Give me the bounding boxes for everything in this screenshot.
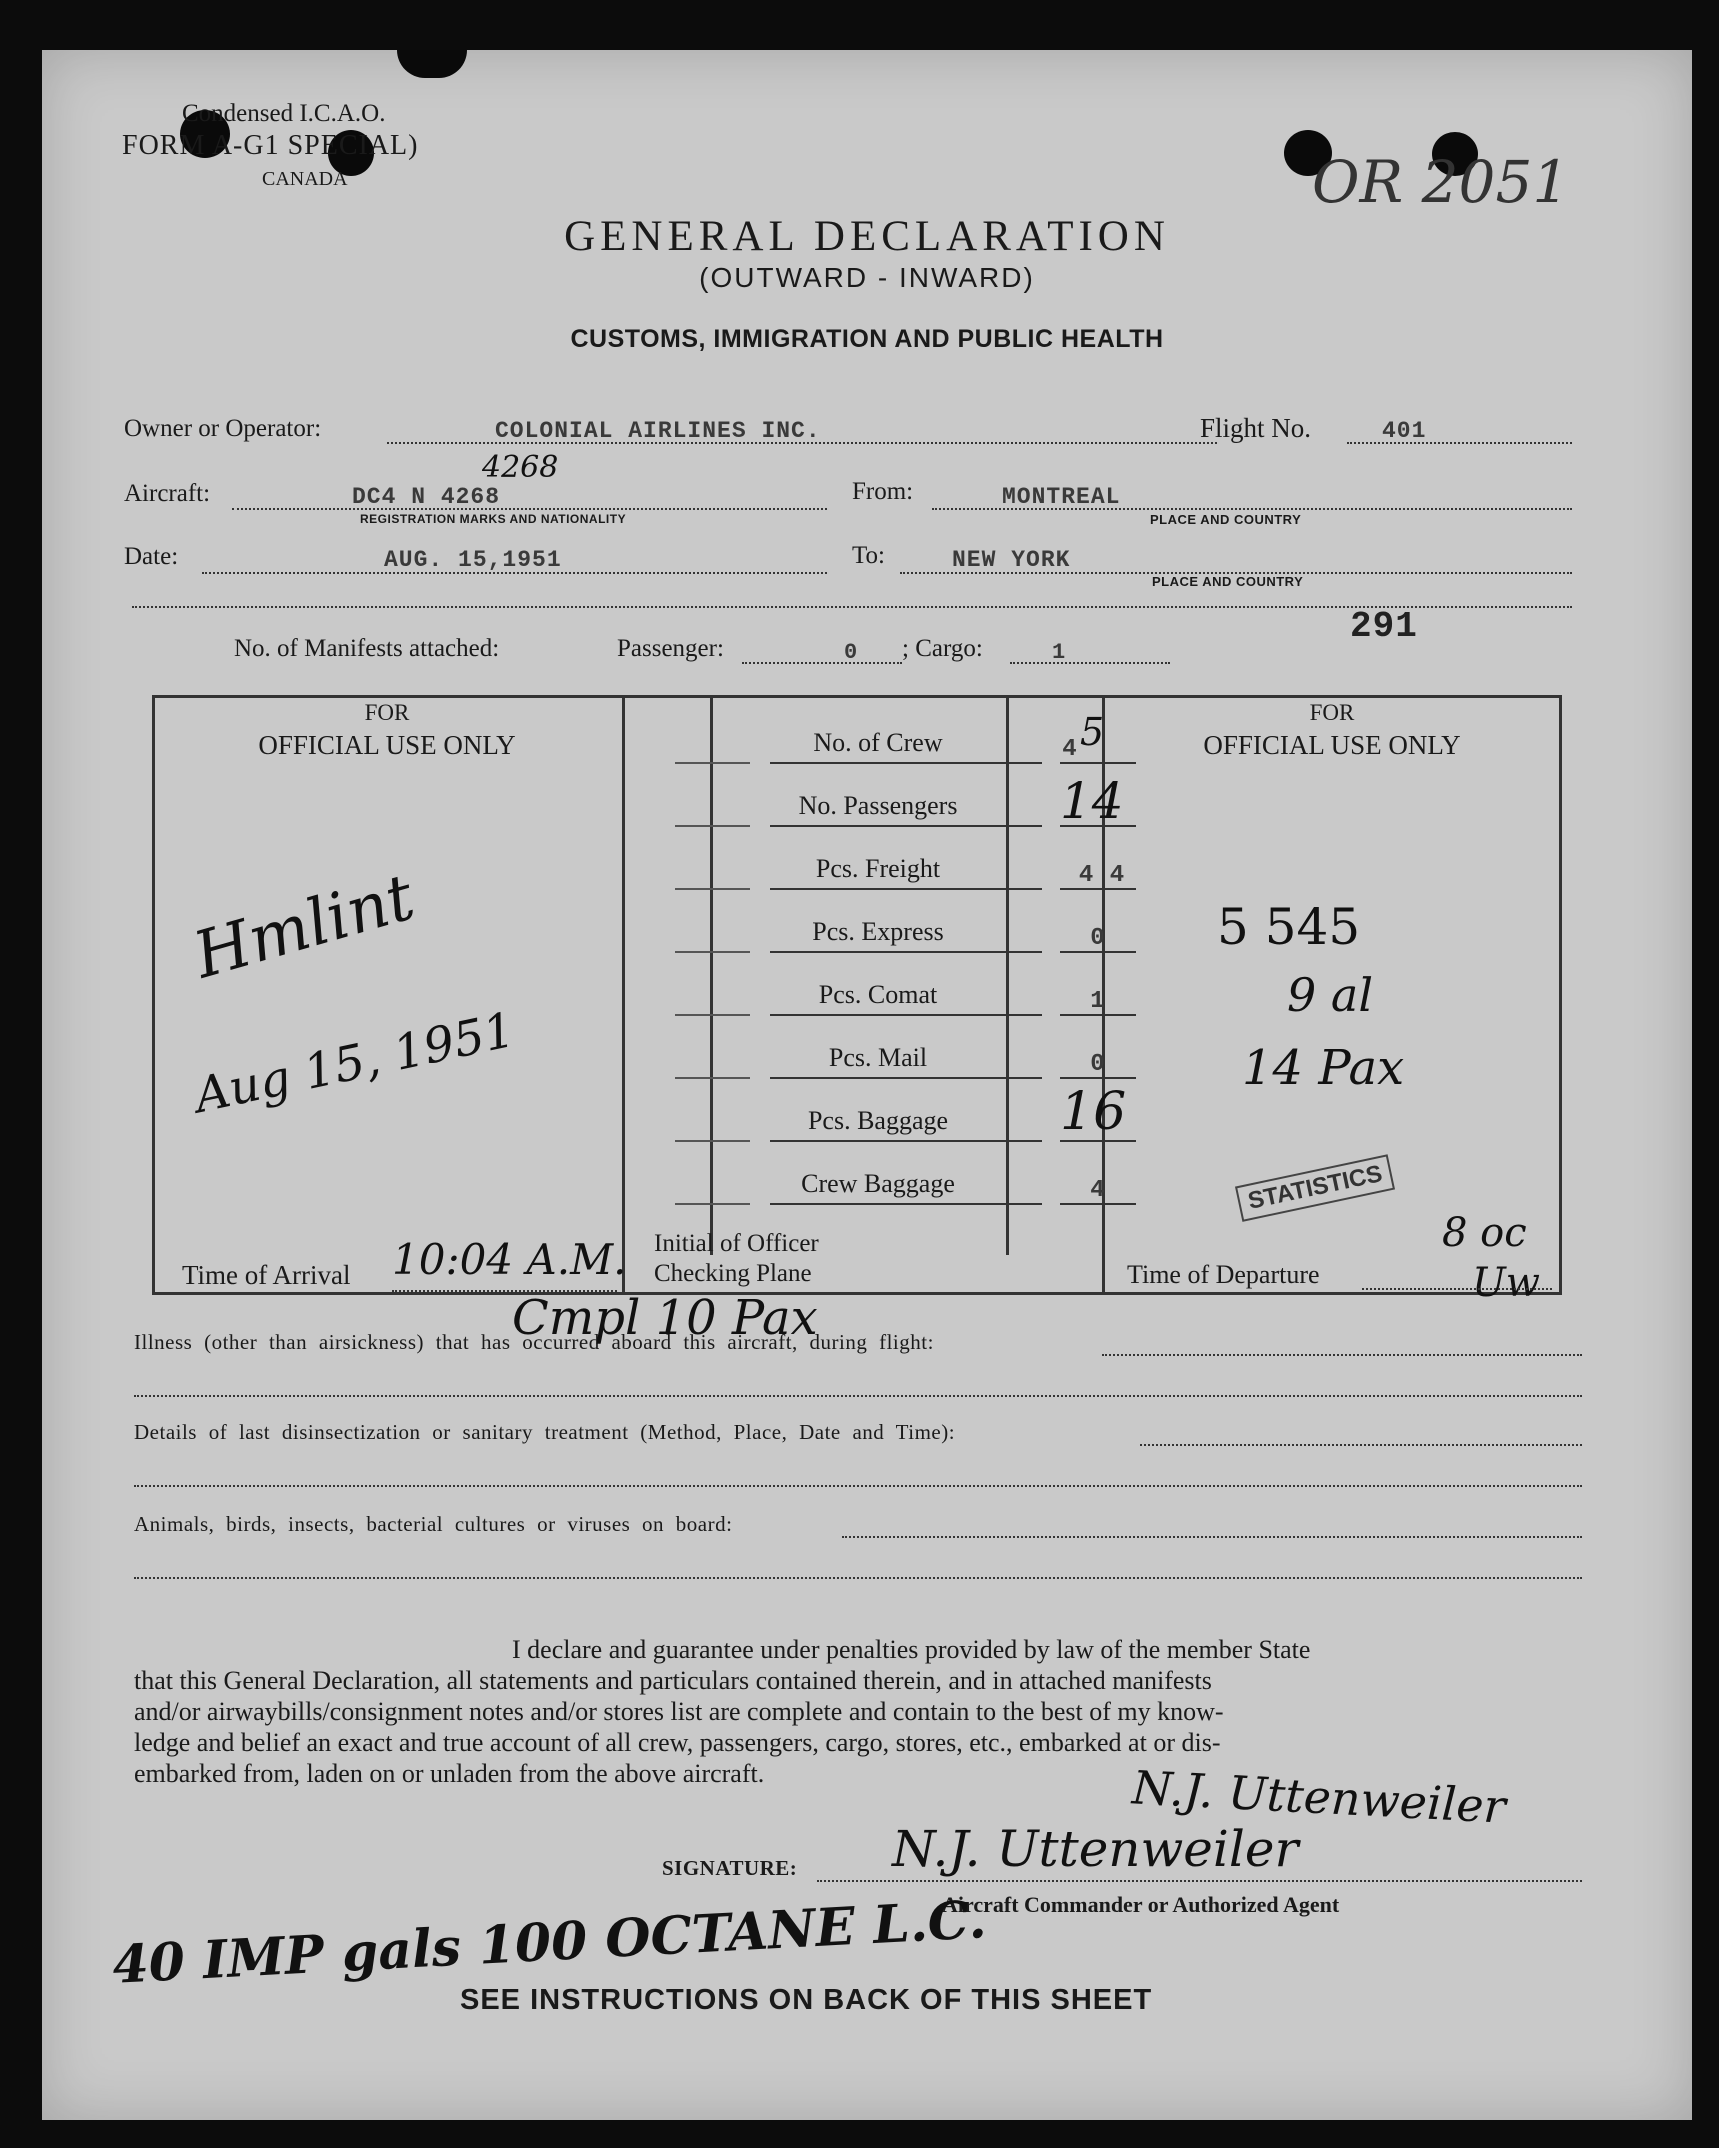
table-divider [622,695,625,1295]
declaration-line-1: I declare and guarantee under penalties provided by law of the member State [512,1635,1311,1664]
signature-line [817,1880,1582,1882]
right-for-label: FOR [1309,700,1355,725]
passenger-manifest-label: Passenger: [617,635,724,662]
row-line [770,825,1042,827]
statistics-stamp: STATISTICS [1235,1154,1396,1222]
animals-line [842,1536,1582,1538]
form-name-line-2: FORM A-G1 SPECIAL) [122,130,419,161]
arrival-label: Time of Arrival [182,1260,351,1290]
row-label-crew: No. of Crew [813,728,943,757]
baggage-handwritten: 16 [1060,1082,1127,1142]
illness-line [1102,1354,1582,1356]
signature-caption: Aircraft Commander or Authorized Agent [942,1892,1340,1917]
express-value: 0 [1090,925,1106,952]
row-tick [675,1077,750,1079]
row-line [770,951,1042,953]
initial-label-1: Initial of Officer [654,1230,819,1257]
disinsect-label: Details of last disinsectization or sanitary treatment (Method, Place, Date and Time): [134,1420,956,1444]
row-label-comat: Pcs. Comat [818,980,938,1009]
aircraft-caption: REGISTRATION MARKS AND NATIONALITY [360,512,627,526]
signature-label: SIGNATURE: [662,1856,798,1880]
row-line [770,1203,1042,1205]
from-caption: PLACE AND COUNTRY [1150,512,1302,527]
row-tick [675,825,750,827]
declaration-line-3: and/or airwaybills/consignment notes and/or stores list are complete and contain to the best of my know- [134,1697,1224,1726]
official-note-5: Uw [1472,1260,1540,1306]
page-title: GENERAL DECLARATION [564,213,1170,260]
crew-baggage-value: 4 [1090,1177,1106,1204]
flight-label: Flight No. [1200,413,1312,443]
from-value: MONTREAL [1002,484,1121,510]
fuel-note-handwritten: 40 IMP gals 100 OCTANE L.C. [111,1889,988,1996]
passenger-manifest-line [742,662,902,664]
to-label: To: [852,542,885,569]
manifests-label: No. of Manifests attached: [234,635,500,662]
comat-value: 1 [1090,988,1106,1015]
flight-value: 401 [1382,418,1427,444]
right-official-label: OFFICIAL USE ONLY [1203,730,1461,760]
initial-label-2: Checking Plane [654,1260,812,1287]
cargo-manifest-label: ; Cargo: [902,635,983,662]
signature-handwritten: N.J. Uttenweiler [892,1820,1299,1878]
illness-label: Illness (other than airsickness) that has occurred aboard this aircraft, during flight: [134,1330,934,1354]
disinsect-line-2 [134,1485,1582,1487]
date-value: AUG. 15,1951 [384,547,562,573]
illness-handwritten: Cmpl 10 Pax [512,1290,818,1346]
row-label-express: Pcs. Express [812,917,944,946]
date-label: Date: [124,543,179,570]
departure-line [1362,1288,1552,1290]
owner-label: Owner or Operator: [124,415,322,442]
freight-value: 4 4 [1078,862,1126,889]
row-line [770,762,1042,764]
aircraft-value: DC4 N 4268 [352,484,501,510]
arrival-value: 10:04 A.M. [392,1235,627,1284]
official-note-3: 14 Pax [1242,1040,1405,1096]
left-for-label: FOR [364,700,410,725]
aircraft-handwritten: 4268 [482,450,559,485]
declaration-line-2: that this General Declaration, all statements and particulars contained therein, and in attached manifests [134,1666,1212,1695]
animals-label: Animals, birds, insects, bacterial cultures or viruses on board: [134,1512,733,1536]
declaration-sheet [42,50,1692,2120]
row-label-mail: Pcs. Mail [828,1043,928,1072]
declaration-line-4: ledge and belief an exact and true account of all crew, passengers, cargo, stores, etc., embarked at or dis- [134,1728,1221,1757]
from-label: From: [852,478,914,505]
row-line [770,1077,1042,1079]
row-label-crew-baggage: Crew Baggage [801,1169,955,1198]
cargo-manifest-line [1010,662,1170,664]
declaration-line-5: embarked from, laden on or unladen from the above aircraft. [134,1759,765,1788]
flight-line [1347,442,1572,444]
to-caption: PLACE AND COUNTRY [1152,574,1304,589]
row-tick [675,888,750,890]
form-name-line-3: CANADA [262,168,348,190]
form-name-line-1: Condensed I.C.A.O. [182,100,386,127]
passenger-manifest-value: 0 [844,640,859,665]
table-divider [710,695,713,1255]
owner-value: COLONIAL AIRLINES INC. [495,418,821,444]
page-subtitle: (OUTWARD - INWARD) [699,262,1035,293]
official-note-4: 8 oc [1442,1210,1527,1256]
row-tick [675,951,750,953]
signature-handwritten-upper: N.J. Uttenweiler [1130,1760,1508,1834]
cargo-manifest-value: 1 [1052,640,1067,665]
row-tick [675,762,750,764]
passengers-handwritten: 14 [1060,772,1124,830]
row-label-freight: Pcs. Freight [815,854,941,883]
row-label-baggage: Pcs. Baggage [807,1106,949,1135]
row-tick [675,1140,750,1142]
crew-handwritten: 5 [1080,710,1105,754]
stamp-number: 291 [1350,606,1418,647]
row-tick [675,1014,750,1016]
row-line [770,888,1042,890]
page-subheading: CUSTOMS, IMMIGRATION AND PUBLIC HEALTH [570,325,1164,353]
disinsect-line [1140,1444,1582,1446]
row-tick [675,1203,750,1205]
instructions-footer: SEE INSTRUCTIONS ON BACK OF THIS SHEET [460,1984,1153,2016]
official-note-2: 9 al [1287,968,1374,1022]
illness-line-2 [134,1395,1582,1397]
aircraft-label: Aircraft: [124,480,211,507]
row-line [770,1140,1042,1142]
row-label-passengers: No. Passengers [798,791,958,820]
aircraft-line [232,508,827,510]
row-line [770,1014,1042,1016]
punch-hole [397,50,467,78]
official-date-handwritten: Aug 15, 1951 [189,1001,520,1125]
mail-value: 0 [1090,1051,1106,1078]
departure-label: Time of Departure [1127,1260,1320,1289]
left-official-label: OFFICIAL USE ONLY [258,730,516,760]
file-number: OR 2051 [1312,148,1570,216]
to-value: NEW YORK [952,547,1071,573]
official-note-1: 5 545 [1217,898,1361,956]
official-initials-handwritten: Hmlint [186,860,423,994]
crew-value: 4 [1062,736,1078,763]
animals-line-2 [134,1577,1582,1579]
